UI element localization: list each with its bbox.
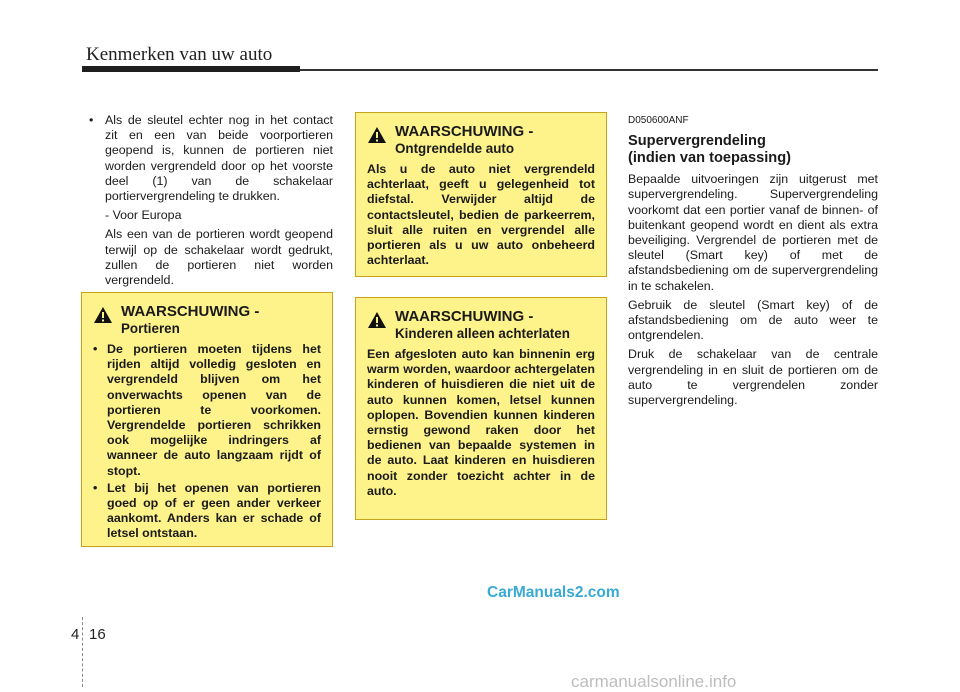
site-watermark: carmanualsonline.info <box>571 672 737 691</box>
right-column <box>628 113 878 412</box>
warning-list-item <box>93 342 321 479</box>
left-bullet-text: Als de sleutel echter nog in het contact zit en een van beide voorportieren geopend is, kunnen de portieren niet worden vergrendeld door op het voorste deel (1) van de schakelaar portiervergrendeling te drukken. <box>105 113 333 204</box>
warning-body: Als u de auto niet vergrendeld achterlaat, geeft u gelegenheid tot diefstal. Verwijder altijd de contactsleutel, bedien de parkeerrem, sluit alle ruiten en vergrendel alle portieren als u uw auto onbeheerd achterlaat. <box>367 162 595 268</box>
bullet-dot: • <box>93 480 98 495</box>
bullet-dot: • <box>93 342 98 356</box>
warning-item-text: Let bij het openen van portieren goed op of er geen ander verkeer aankomt. Anders kan er schade of letsel ontstaan. <box>107 480 321 541</box>
bullet-dot: • <box>89 113 94 127</box>
warning-box-ontgrendelde-auto <box>355 112 607 277</box>
chapter-number: 4 <box>71 626 80 643</box>
section-paragraph: Druk de schakelaar van de centrale vergrendeling in en sluit de portieren om de auto te vergrendelen zonder supervergrendeling. <box>628 347 878 408</box>
warning-title: WAARSCHUWING - <box>395 123 534 140</box>
warning-list <box>93 342 321 542</box>
left-sub-text: Als een van de portieren wordt geopend terwijl op de schakelaar wordt gedrukt, zullen de portieren niet worden vergrendeld. <box>105 227 333 288</box>
warning-triangle-icon <box>93 306 113 324</box>
header-rule-thin <box>300 69 878 71</box>
warning-subtitle: Kinderen alleen achterlaten <box>395 326 570 341</box>
page-number: 16 <box>89 626 106 643</box>
section-paragraph: Gebruik de sleutel (Smart key) of de afstandsbediening om de auto weer te ontgrendelen. <box>628 297 878 343</box>
section-title <box>628 133 878 166</box>
warning-header <box>93 303 321 337</box>
section-title-line2: (indien van toepassing) <box>628 149 791 166</box>
section-code: D050600ANF <box>628 115 689 126</box>
warning-body: Een afgesloten auto kan binnenin erg warm worden, waardoor achtergelaten kinderen of huisdieren die niet uit de auto kunnen komen, letsel kunnen oplopen. Bovendien kunnen kinderen ernstig gewond raken door het bedienen van bepaalde systemen in de auto. Laat kinderen en huisdieren nooit zonder toezicht achter in de auto. <box>367 347 595 498</box>
left-bullet <box>89 113 333 204</box>
header-rule-thick <box>82 66 300 72</box>
section-title-line1: Supervergrendeling <box>628 133 766 150</box>
warning-triangle-icon <box>367 311 387 329</box>
section-paragraph: Bepaalde uitvoeringen zijn uitgerust met supervergrendeling. Supervergrendeling voorkomt dat een portier vanaf de binnen- of buitenkant geopend wordt en dient als extra beveiliging. Vergrendel de portieren met de sleutel (Smart key) of met de afstandsbediening om de supervergrendeling in te schakelen. <box>628 172 878 293</box>
warning-title: WAARSCHUWING - <box>121 303 260 320</box>
warning-subtitle: Portieren <box>121 321 180 336</box>
carmanuals-watermark: CarManuals2.com <box>487 584 620 601</box>
warning-box-kinderen <box>355 297 607 520</box>
warning-header <box>367 123 595 157</box>
left-column <box>89 113 333 292</box>
page-header-title: Kenmerken van uw auto <box>86 44 273 65</box>
warning-triangle-icon <box>367 126 387 144</box>
warning-header <box>367 308 595 342</box>
warning-title: WAARSCHUWING - <box>395 308 534 325</box>
warning-item-text: De portieren moeten tijdens het rijden altijd volledig gesloten en vergrendeld blijven om het onverwachts openen van de portieren te voorkomen. Vergrendelde portieren schrikken ook mogelijke indringers af wanneer de auto langzaam rijdt of stopt. <box>107 342 321 478</box>
warning-subtitle: Ontgrendelde auto <box>395 141 515 156</box>
warning-box-portieren <box>81 292 333 547</box>
footer-divider <box>82 617 83 687</box>
left-sub-heading: - Voor Europa <box>105 208 182 223</box>
warning-list-item <box>93 481 321 542</box>
